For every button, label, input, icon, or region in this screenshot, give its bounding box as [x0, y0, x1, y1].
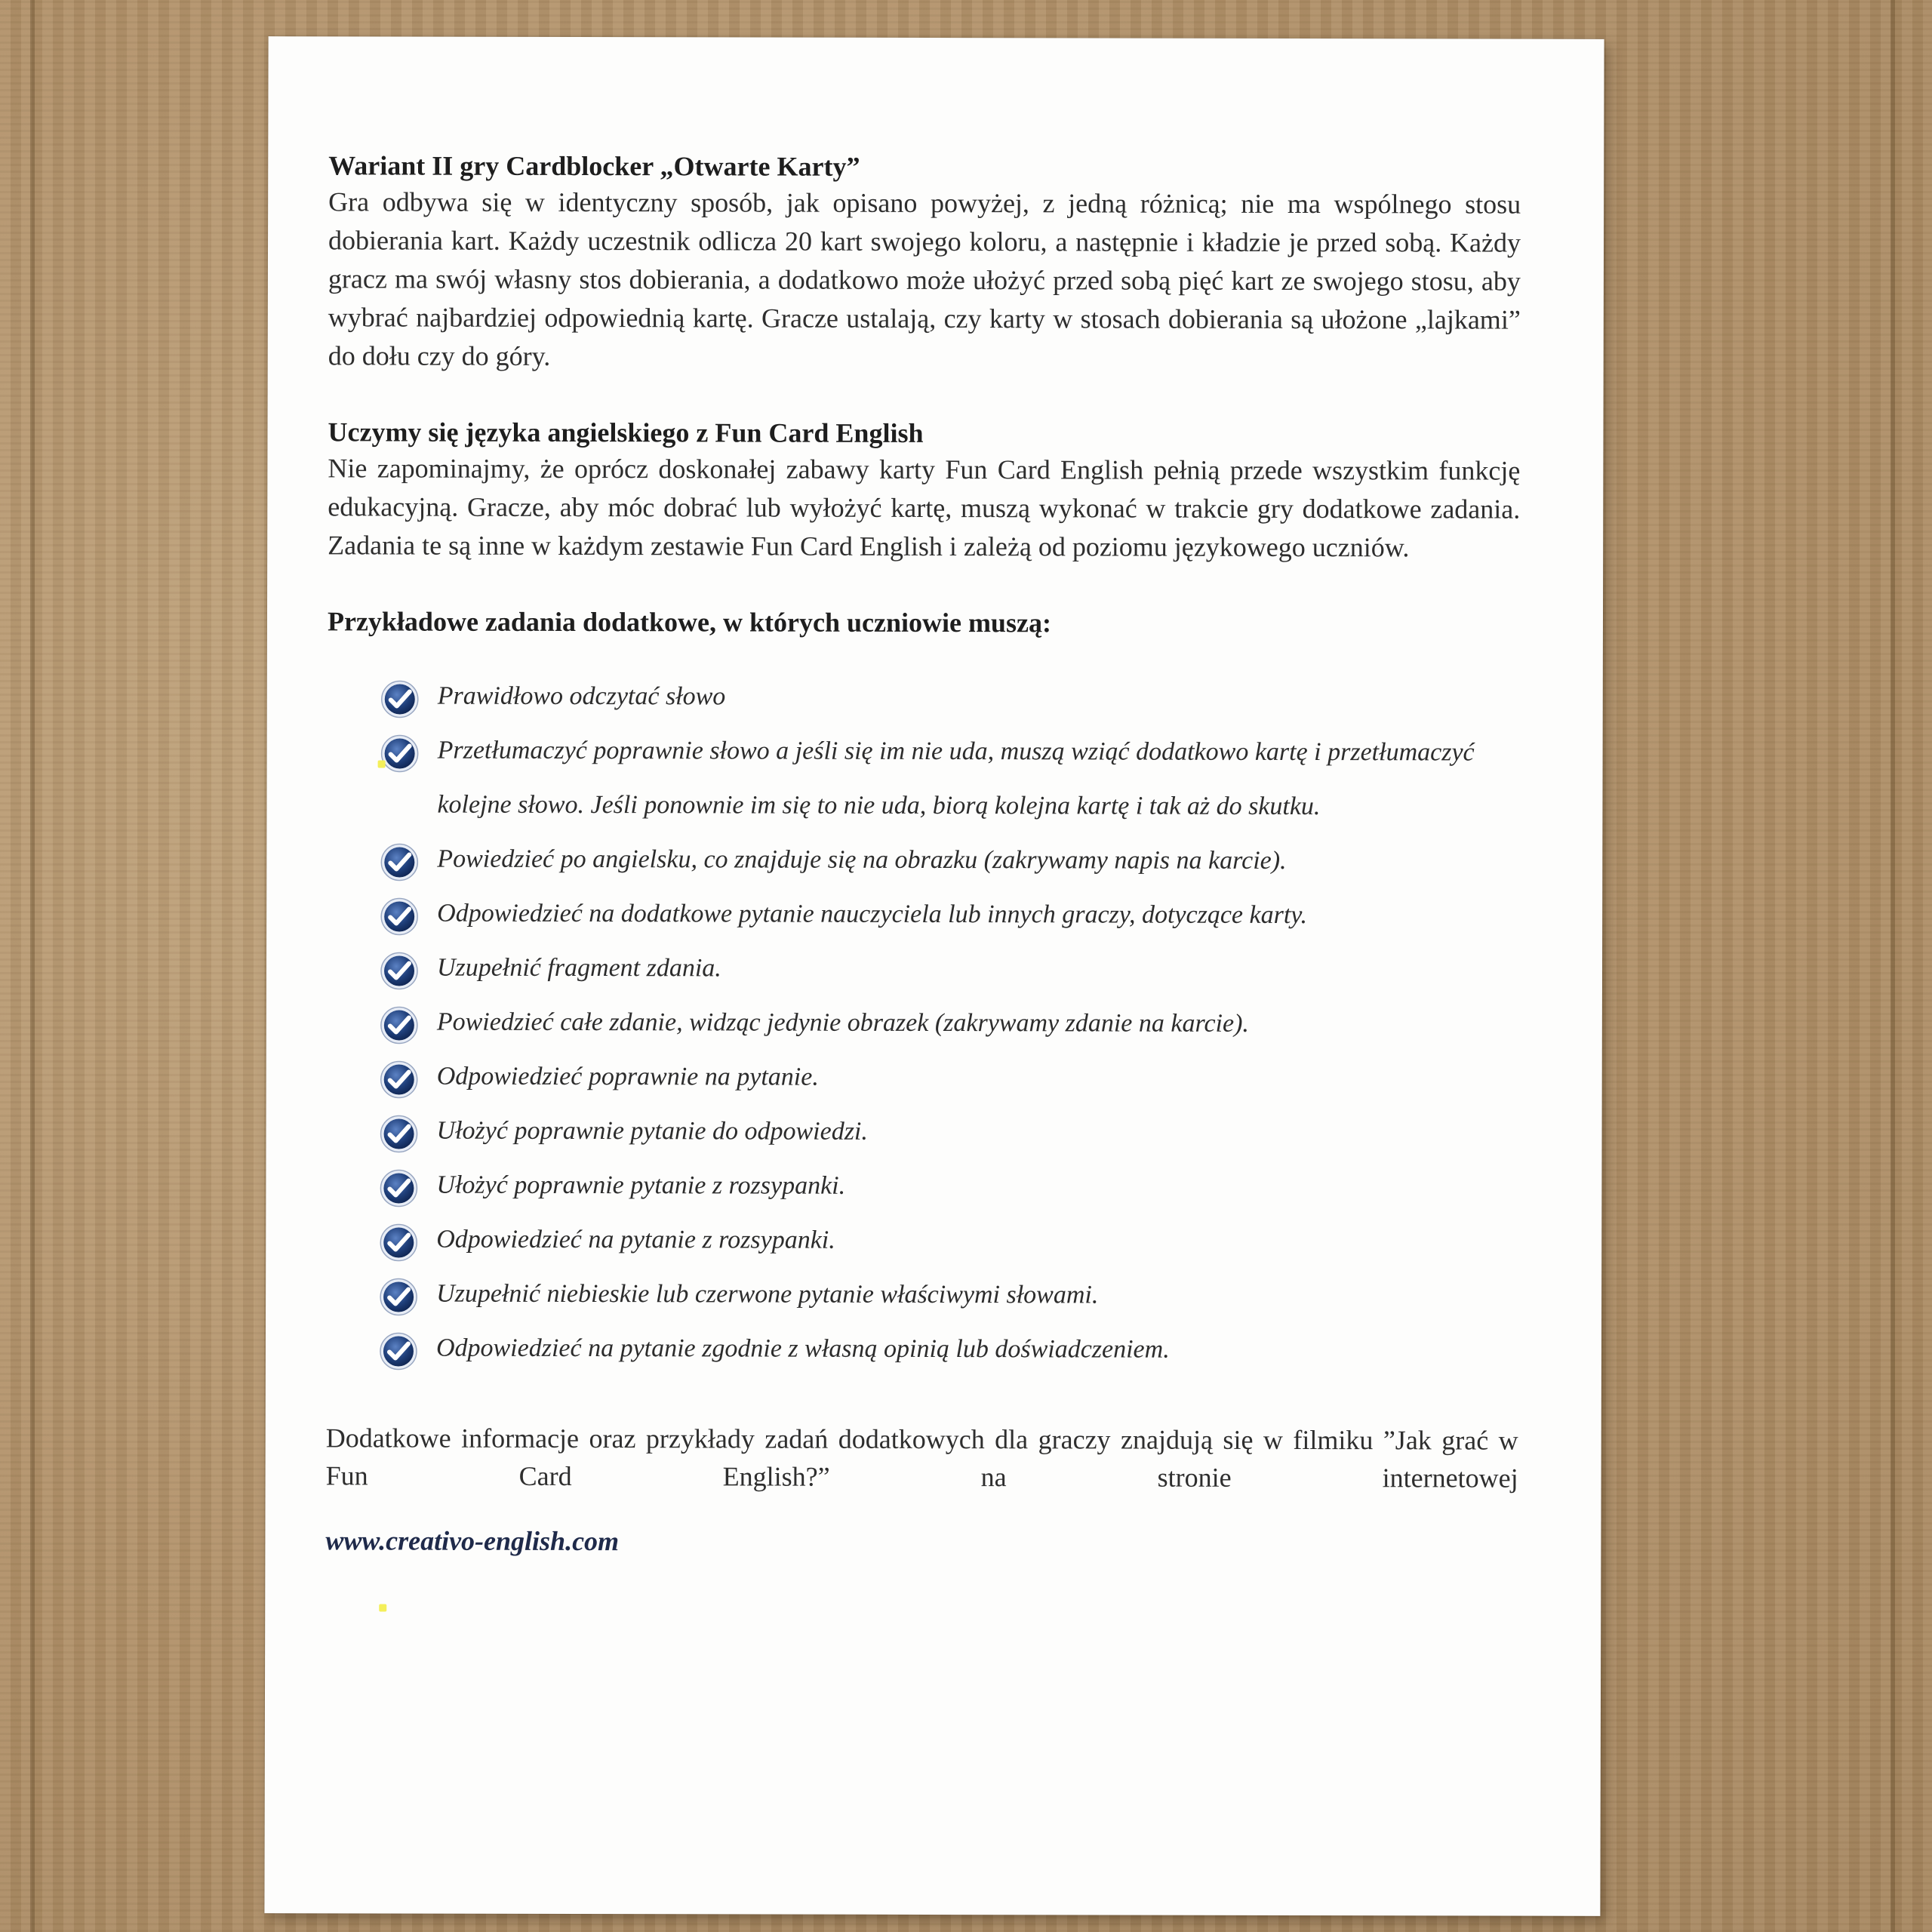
list-item: [379, 1266, 1518, 1323]
highlight-speck: [378, 760, 386, 768]
task-list: [326, 669, 1520, 1377]
list-item: [380, 995, 1519, 1051]
tasks-title: Przykładowe zadania dodatkowe, w których uczniowie muszą:: [327, 606, 1052, 638]
check-circle-icon: [380, 1114, 419, 1153]
task-text: Ułożyć poprawnie pytanie do odpowiedzi.: [436, 1116, 868, 1146]
list-item: [380, 832, 1519, 888]
task-text: Przetłumaczyć poprawnie słowo a jeśli się im nie uda, muszą wziąć dodatkowo kartę i przetłumaczyć kolejne słowo. Jeśli ponownie im się to nie uda, biorą kolejna kartę i tak aż do skutku.: [437, 736, 1475, 821]
section2: [328, 414, 1520, 567]
list-item: [379, 1212, 1518, 1269]
check-circle-icon: [379, 1168, 418, 1208]
check-circle-icon: [380, 951, 419, 990]
list-item: [380, 886, 1519, 943]
document-page: [264, 36, 1604, 1916]
check-circle-icon: [379, 1223, 418, 1262]
task-text: Ułożyć poprawnie pytanie z rozsypanki.: [436, 1171, 846, 1200]
list-item: [380, 940, 1519, 997]
task-text: Odpowiedzieć na pytanie z rozsypanki.: [436, 1225, 835, 1254]
check-circle-icon: [380, 842, 419, 881]
section2-body: Nie zapominajmy, że oprócz doskonałej zabawy karty Fun Card English pełnią przede wszystkim funkcję edukacyjną. Gracze, aby móc dobrać lub wyłożyć kartę, muszą wykonać w trakcie gry dodatkowe zadania. Zadania te są inne w każdym zestawie Fun Card English i zależą od poziomu językowego uczniów.: [328, 453, 1521, 563]
check-circle-icon: [379, 1331, 418, 1371]
task-text: Odpowiedzieć na pytanie zgodnie z własną opinią lub doświadczeniem.: [435, 1334, 1170, 1364]
task-text: Powiedzieć całe zdanie, widząc jedynie obrazek (zakrywamy zdanie na karcie).: [436, 1008, 1249, 1038]
check-circle-icon: [380, 1060, 419, 1099]
section1-body: Gra odbywa się w identyczny sposób, jak opisano powyżej, z jedną różnicą; nie ma wspólnego stosu dobierania kart. Każdy uczestnik odlicza 20 kart swojego koloru, a następnie i kładzie je przed sobą. Każdy gracz ma swój własny stos dobierania, a dodatkowo może ułożyć przed sobą pięć kart ze swojego stosu, aby wybrać najbardziej odpowiednią kartę. Gracze ustalają, czy karty w stosach dobierania są ułożone „lajkami” do dołu czy do góry.: [328, 186, 1521, 371]
task-text: Uzupełnić fragment zdania.: [436, 953, 721, 983]
document-content: [325, 148, 1521, 1561]
check-circle-icon: [380, 679, 420, 718]
list-item: [380, 723, 1519, 834]
list-item: [380, 669, 1520, 725]
section1-title: Wariant II gry Cardblocker „Otwarte Karty”: [328, 150, 860, 182]
check-circle-icon: [379, 1277, 418, 1316]
check-circle-icon: [380, 1005, 419, 1044]
list-item: [379, 1158, 1518, 1214]
task-text: Odpowiedzieć poprawnie na pytanie.: [436, 1062, 819, 1091]
cardboard-fold-right: [1890, 0, 1895, 1932]
check-circle-icon: [380, 734, 420, 773]
website-link[interactable]: www.creativo-english.com: [325, 1525, 620, 1557]
list-item: [379, 1103, 1518, 1160]
footer-text: Dodatkowe informacje oraz przykłady zadań dodatkowych dla graczy znajdują się w filmiku ”Jak grać w Fun Card English?” na stronie internetowej: [325, 1423, 1518, 1494]
cardboard-fold-left: [30, 0, 35, 1932]
check-circle-icon: [380, 897, 419, 936]
list-item: [379, 1321, 1518, 1377]
section2-title: Uczymy się języka angielskiego z Fun Card English: [328, 417, 924, 448]
task-text: Powiedzieć po angielsku, co znajduje się na obrazku (zakrywamy napis na karcie).: [437, 844, 1287, 875]
task-text: Prawidłowo odczytać słowo: [437, 681, 726, 711]
highlight-speck: [379, 1604, 386, 1611]
task-text: Odpowiedzieć na dodatkowe pytanie nauczyciela lub innych graczy, dotyczące karty.: [437, 899, 1308, 930]
task-text: Uzupełnić niebieskie lub czerwone pytanie właściwymi słowami.: [436, 1279, 1099, 1309]
list-item: [380, 1049, 1519, 1106]
